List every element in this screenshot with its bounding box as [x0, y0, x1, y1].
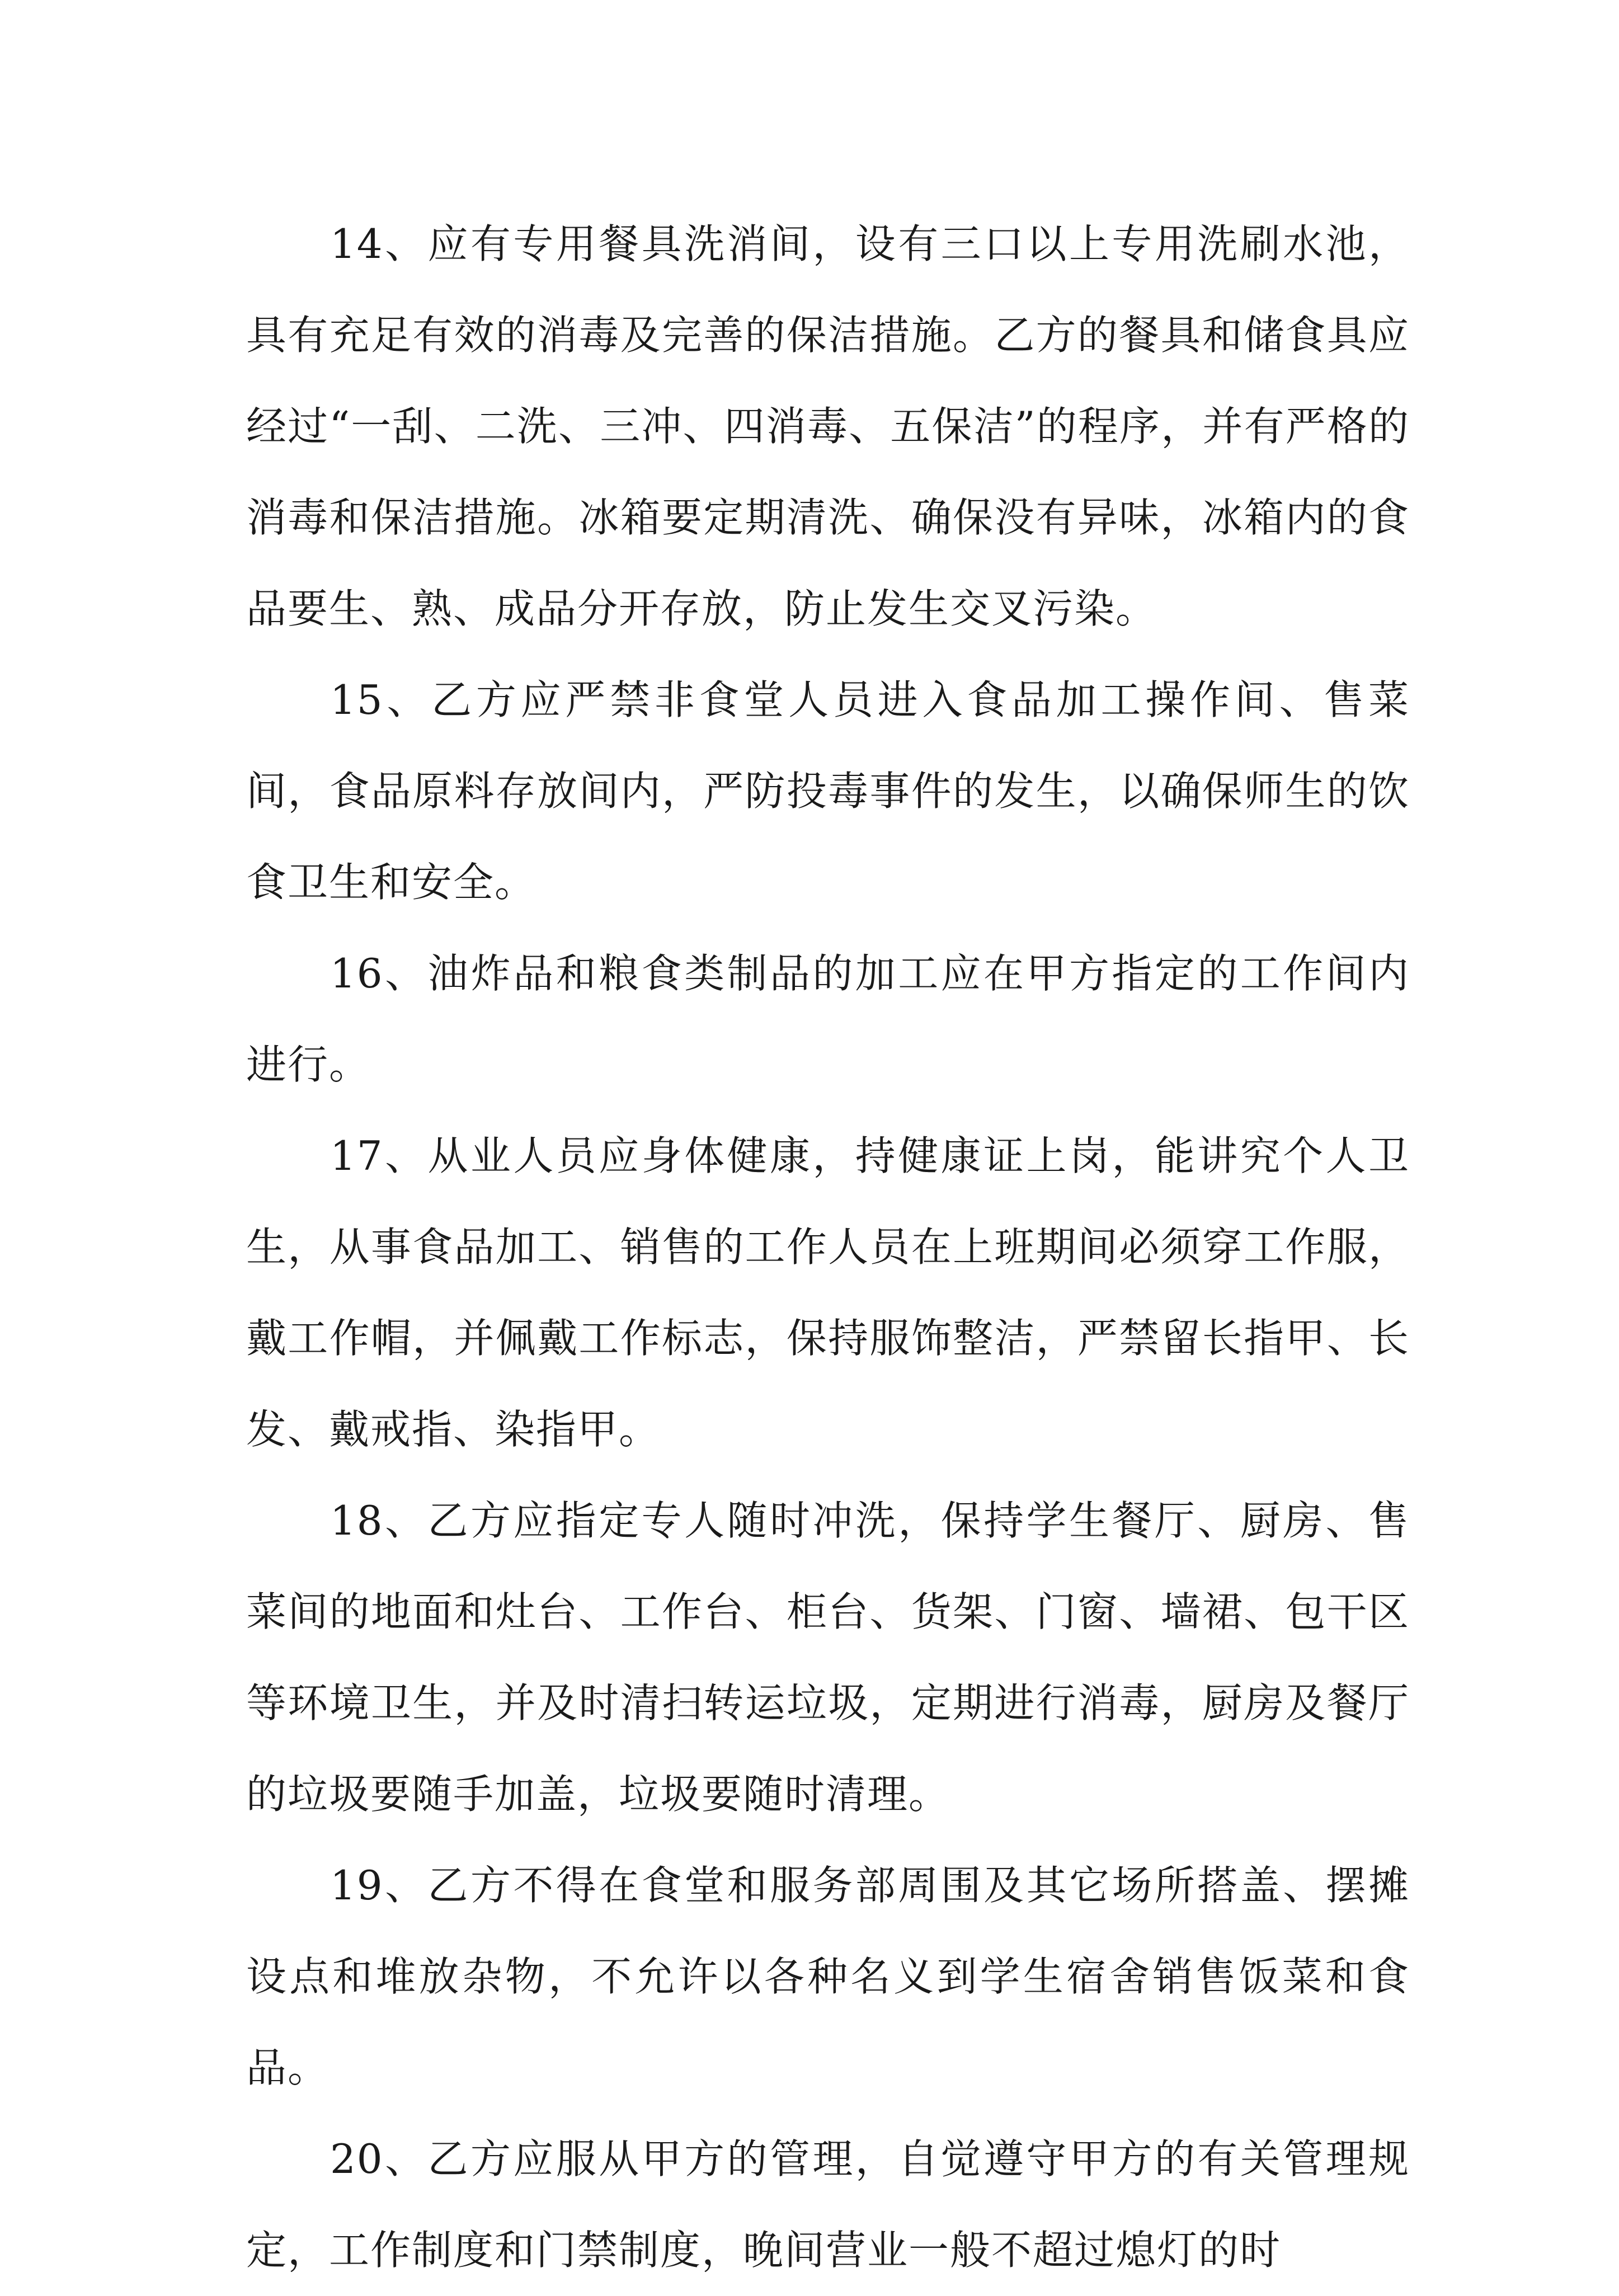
clause-18: 18、乙方应指定专人随时冲洗，保持学生餐厅、厨房、售菜间的地面和灶台、工作台、柜台、货架、门窗、墙裙、包干区等环境卫生，并及时清扫转运垃圾，定期进行消毒，厨房及餐厅的垃圾要随手加盖，垃圾要随时清理。: [246, 1497, 1410, 1818]
document-page: [246, 199, 1410, 2296]
clause-16: 16、油炸品和粮食类制品的加工应在甲方指定的工作间内进行。: [246, 950, 1410, 1088]
clause-14: 14、应有专用餐具洗消间，设有三口以上专用洗刷水池，具有充足有效的消毒及完善的保洁措施。乙方的餐具和储食具应经过“一刮、二洗、三冲、四消毒、五保洁”的程序，并有严格的消毒和保洁措施。冰箱要定期清洗、确保没有异味，冰箱内的食品要生、熟、成品分开存放，防止发生交叉污染。: [246, 220, 1410, 632]
clause-19: 19、乙方不得在食堂和服务部周围及其它场所搭盖、摆摊设点和堆放杂物，不允许以各种名义到学生宿舍销售饭菜和食品。: [246, 1862, 1410, 2091]
clause-20: 20、乙方应服从甲方的管理，自觉遵守甲方的有关管理规定，工作制度和门禁制度，晚间营业一般不超过熄灯的时: [246, 2135, 1410, 2274]
clause-15: 15、乙方应严禁非食堂人员进入食品加工操作间、售菜间，食品原料存放间内，严防投毒事件的发生，以确保师生的饮食卫生和安全。: [246, 676, 1410, 906]
clause-17: 17、从业人员应身体健康，持健康证上岗，能讲究个人卫生，从事食品加工、销售的工作人员在上班期间必须穿工作服，戴工作帽，并佩戴工作标志，保持服饰整洁，严禁留长指甲、长发、戴戒指、染指甲。: [246, 1132, 1410, 1453]
